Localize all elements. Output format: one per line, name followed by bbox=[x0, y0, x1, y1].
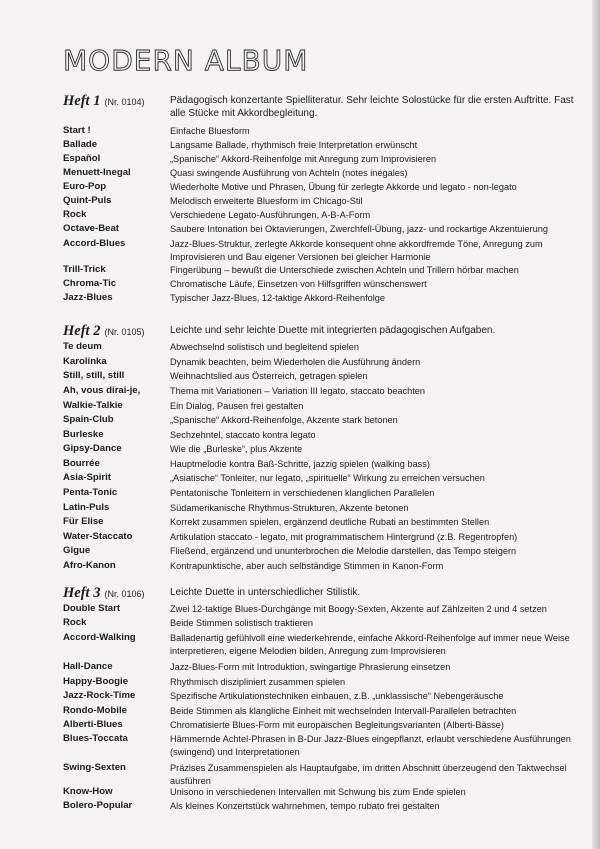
piece-title: Accord-Blues bbox=[63, 238, 126, 249]
piece-description: Typischer Jazz-Blues, 12-taktige Akkord-Reihenfolge bbox=[170, 293, 385, 303]
section-number: (Nr. 0105) bbox=[104, 327, 145, 337]
piece-title: Bolero-Popular bbox=[63, 800, 133, 811]
piece-title: Rondo-Mobile bbox=[63, 705, 127, 716]
piece-description: Fingerübung – bewußt die Unterschiede zwischen Achteln und Trillern hörbar machen bbox=[170, 265, 519, 275]
piece-description: Beide Stimmen als klangliche Einheit mit wechselnden Intervall-Parallelen betrachten bbox=[170, 706, 517, 716]
section-heading bbox=[63, 92, 144, 110]
piece-description: Spezifische Artikulationstechniken einbauen, z.B. „unklassische“ Nebengeräusche bbox=[170, 691, 504, 701]
piece-title: Happy-Boogie bbox=[63, 676, 129, 687]
section-label: Heft 3 bbox=[63, 585, 101, 601]
piece-title: Octave-Beat bbox=[63, 223, 119, 234]
piece-title: Know-How bbox=[63, 786, 113, 797]
piece-title: Water-Staccato bbox=[63, 531, 133, 542]
piece-title: Te deum bbox=[63, 341, 102, 352]
piece-description: Einfache Bluesform bbox=[170, 126, 250, 136]
piece-description: „Spanische“ Akkord-Reihenfolge, Akzente stark betonen bbox=[170, 415, 398, 425]
piece-title: Español bbox=[63, 153, 101, 164]
piece-title: Jazz-Rock-Time bbox=[63, 690, 136, 701]
piece-title: Asia-Spirit bbox=[63, 472, 111, 483]
piece-description: Jazz-Blues-Struktur, zerlegte Akkorde konsequent ohne akkordfremde Töne, Anregung zum Improvisieren und Bau eigener Versionen bei gleicher Harmonie bbox=[170, 239, 543, 262]
piece-description: Chromatische Läufe, Einsetzen von Hilfsgriffen wünschenswert bbox=[170, 279, 427, 289]
piece-title: Jazz-Blues bbox=[63, 292, 113, 303]
piece-description: Zwei 12-taktige Blues-Durchgänge mit Boogy-Sexten, Akzente auf Zählzeiten 2 und 4 setzen bbox=[170, 604, 547, 614]
piece-title: Gipsy-Dance bbox=[63, 443, 122, 454]
piece-description: Wie die „Burleske“, plus Akzente bbox=[170, 444, 303, 454]
page-edge-shadow bbox=[592, 0, 600, 849]
piece-title: Afro-Kanon bbox=[63, 560, 116, 571]
piece-description: Sechzehntel, staccato kontra legato bbox=[170, 430, 316, 440]
piece-title: Penta-Tonic bbox=[63, 487, 118, 498]
piece-title: Latin-Puls bbox=[63, 502, 110, 513]
piece-title: Rock bbox=[63, 617, 87, 628]
piece-title: Ballade bbox=[63, 139, 98, 150]
piece-title: Alberti-Blues bbox=[63, 719, 123, 730]
piece-description: „Spanische“ Akkord-Reihenfolge mit Anregung zum Improvisieren bbox=[170, 154, 437, 164]
section-number: (Nr. 0106) bbox=[104, 589, 145, 599]
section-heading bbox=[63, 322, 144, 340]
piece-description: Weihnachtslied aus Österreich, getragen spielen bbox=[170, 371, 368, 381]
piece-description: Langsame Ballade, rhythmisch freie Interpretation erwünscht bbox=[170, 140, 418, 150]
piece-description: Saubere Intonation bei Oktavierungen, Zwerchfell-Übung, jazz- und rockartige Akzentuierung bbox=[170, 224, 548, 234]
piece-title: Blues-Toccata bbox=[63, 733, 128, 744]
piece-description: Fließend, ergänzend und ununterbrochen die Melodie darstellen, das Tempo steigern bbox=[170, 546, 517, 556]
piece-description: Verschiedene Legato-Ausführungen, A-B-A-Form bbox=[170, 210, 371, 220]
piece-title: Swing-Sexten bbox=[63, 762, 126, 773]
piece-description: Pentatonische Tonleitern in verschiedenen klanglichen Parallelen bbox=[170, 488, 435, 498]
piece-description: Melodisch erweiterte Bluesform im Chicago-Stil bbox=[170, 196, 363, 206]
piece-title: Trill-Trick bbox=[63, 264, 106, 275]
piece-description: „Asiatische“ Tonleiter, nur legato, „spirituelle“ Wirkung zu erreichen versuchen bbox=[170, 473, 485, 483]
piece-description: Wiederholte Motive und Phrasen, Übung für zerlegte Akkorde und legato - non-legato bbox=[170, 182, 517, 192]
piece-description: Jazz-Blues-Form mit Introduktion, swingartige Phrasierung einsetzen bbox=[170, 662, 451, 672]
piece-title: Walkie-Talkie bbox=[63, 400, 123, 411]
piece-title: Für Elise bbox=[63, 516, 104, 527]
piece-title: Chroma-Tic bbox=[63, 278, 117, 289]
piece-title: Accord-Walking bbox=[63, 632, 136, 643]
piece-title: Still, still, still bbox=[63, 370, 125, 381]
piece-title: Double Start bbox=[63, 603, 121, 614]
piece-description: Artikulation staccato - legato, mit programmatischem Hintergrund (z.B. Regentropfen) bbox=[170, 532, 518, 542]
piece-description: Dynamik beachten, beim Wiederholen die Ausführung ändern bbox=[170, 357, 421, 367]
piece-description: Kontrapunktische, aber auch selbständige Stimmen in Kanon-Form bbox=[170, 561, 444, 571]
piece-title: Menuett-Inegal bbox=[63, 167, 131, 178]
piece-description: Hämmernde Achtel-Phrasen in B-Dur Jazz-Blues eingepflanzt, erlaubt verschiedene Ausführungen (swingend) und Interpretationen bbox=[170, 734, 571, 757]
section-heading bbox=[63, 584, 144, 602]
piece-title: Euro-Pop bbox=[63, 181, 107, 192]
piece-title: Rock bbox=[63, 209, 87, 220]
section-label: Heft 2 bbox=[63, 323, 101, 339]
piece-title: Karolinka bbox=[63, 356, 107, 367]
piece-description: Als kleines Konzertstück wahrnehmen, tempo rubato frei gestalten bbox=[170, 801, 440, 811]
section-label: Heft 1 bbox=[63, 93, 101, 109]
section-description: Leichte und sehr leichte Duette mit integrierten pädagogischen Aufgaben. bbox=[170, 325, 496, 336]
piece-description: Ein Dialog, Pausen frei gestalten bbox=[170, 401, 304, 411]
piece-description: Thema mit Variationen – Variation III legato, staccato beachten bbox=[170, 386, 426, 396]
piece-description: Unisono in verschiedenen Intervallen mit Schwung bis zum Ende spielen bbox=[170, 787, 466, 797]
piece-description: Präzises Zusammenspielen als Hauptaufgabe, im dritten Abschnitt überzeugend den Taktwechsel ausführen bbox=[170, 763, 567, 786]
piece-title: Gigue bbox=[63, 545, 91, 556]
piece-title: Burleske bbox=[63, 429, 104, 440]
piece-title: Ah, vous dirai-je, bbox=[63, 385, 141, 396]
piece-title: Quint-Puls bbox=[63, 195, 112, 206]
section-description: Leichte Duette in unterschiedlicher Stilistik. bbox=[170, 587, 361, 598]
section-description: Pädagogisch konzertante Spielliteratur. Sehr leichte Solostücke für die ersten Auftritte. Fast alle Stücke mit Akkordbegleitung. bbox=[170, 95, 574, 119]
piece-title: Bourrée bbox=[63, 458, 100, 469]
page-title: MODERN ALBUM bbox=[63, 44, 309, 77]
piece-description: Abwechselnd solistisch und begleitend spielen bbox=[170, 342, 359, 352]
piece-title: Start ! bbox=[63, 125, 91, 136]
piece-description: Rhythmisch diszipliniert zusammen spielen bbox=[170, 677, 346, 687]
piece-description: Hauptmelodie kontra Baß-Schritte, jazzig spielen (walking bass) bbox=[170, 459, 430, 469]
piece-description: Balladenartig gefühlvoll eine wiederkehrende, einfache Akkord-Reihenfolge auf immer neue Weise interpretieren, eigene Melodien bilden, Anregung zum Improvisieren bbox=[170, 633, 570, 656]
piece-description: Chromatisierte Blues-Form mit europäischen Begleitungsvarianten (Alberti-Bässe) bbox=[170, 720, 504, 730]
piece-description: Quasi swingende Ausführung von Achteln (notes inégales) bbox=[170, 168, 408, 178]
piece-description: Südamerikanische Rhythmus-Strukturen, Akzente betonen bbox=[170, 503, 409, 513]
piece-description: Beide Stimmen solistisch traktieren bbox=[170, 618, 313, 628]
piece-description: Korrekt zusammen spielen, ergänzend deutliche Rubati an bestimmten Stellen bbox=[170, 517, 490, 527]
piece-title: Hall-Dance bbox=[63, 661, 113, 672]
section-number: (Nr. 0104) bbox=[104, 97, 145, 107]
piece-title: Spain-Club bbox=[63, 414, 114, 425]
